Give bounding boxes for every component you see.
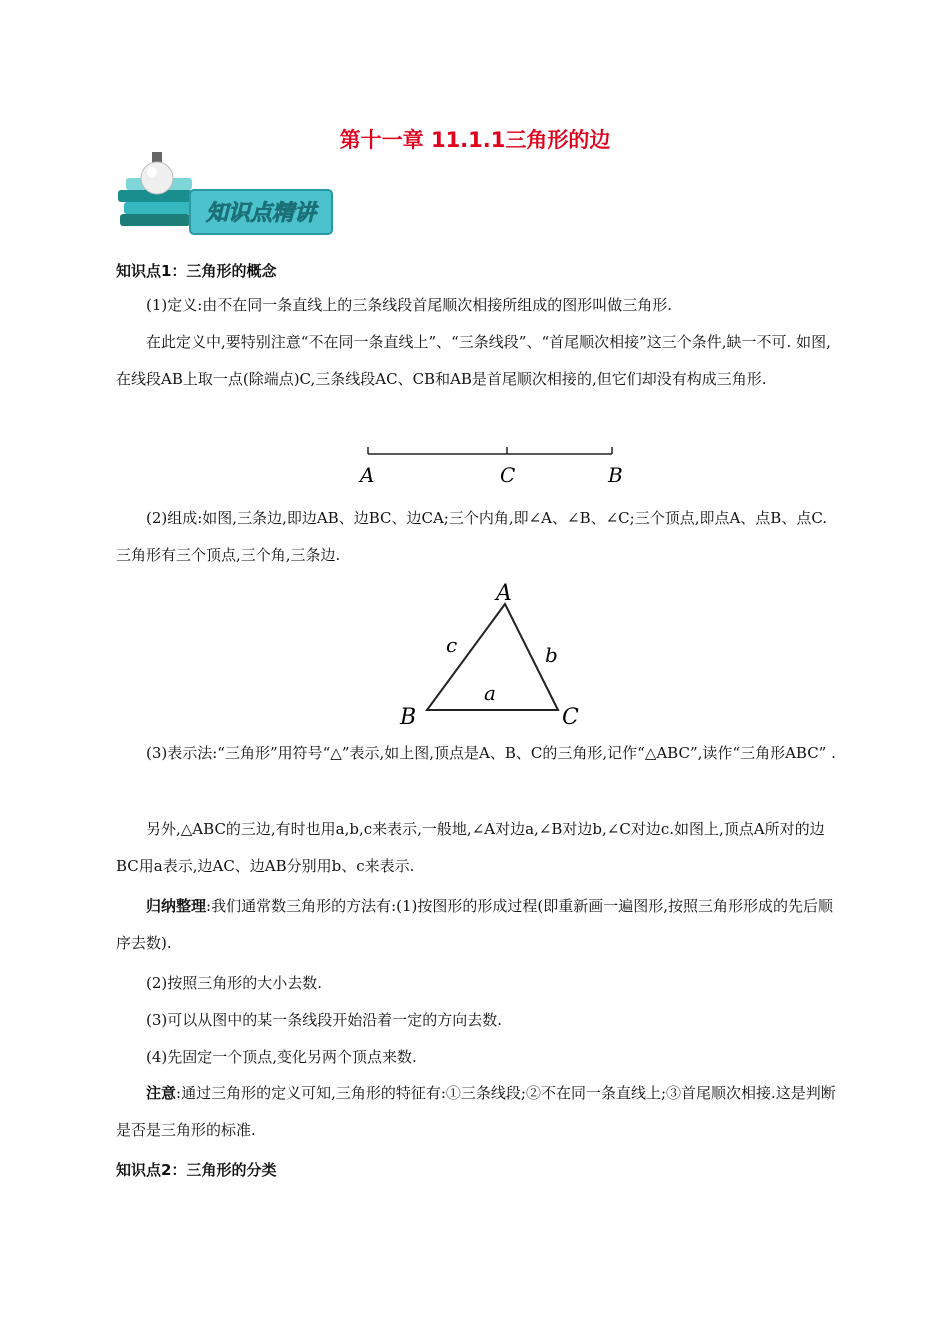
vertex-b-label: B [400, 705, 417, 730]
notation-paragraph: (3)表示法:“三角形”用符号“△”表示,如上图,顶点是A、B、C的三角形,记作“△ABC”,读作“三角形ABC” . [146, 744, 836, 762]
knowledge-badge [116, 150, 338, 242]
badge-label: 知识点精讲 [205, 200, 317, 226]
vertex-a-label: A [496, 581, 512, 606]
heading-kp2: 知识点2：三角形的分类 [116, 1161, 277, 1179]
definition-note-paragraph: 在此定义中,要特别注意“不在同一条直线上”、“三条线段”、“首尾顺次相接”这三个条件,缺一不可. 如图,在线段AB上取一点(除端点)C,三条线段AC、CB和AB是首尾顺次相接的,但它们却没有构成三角形. [116, 333, 831, 388]
side-naming-paragraph: 另外,△ABC的三边,有时也用a,b,c来表示,一般地,∠A对边a,∠B对边b,∠C对边c.如图上,顶点A所对的边BC用a表示,边AC、边AB分别用b、c来表示. [116, 820, 825, 875]
triangle-figure [390, 578, 600, 733]
segment-label-b: B [608, 463, 623, 487]
lightbulb-icon [141, 152, 173, 194]
segment-label-a: A [360, 463, 375, 487]
definition-paragraph: (1)定义:由不在同一条直线上的三条线段首尾顺次相接所组成的图形叫做三角形. [146, 296, 673, 314]
summary-label: 归纳整理 [146, 897, 207, 915]
side-a-label: a [484, 681, 496, 705]
vertex-c-label: C [562, 705, 579, 730]
page-title: 第十一章 11.1.1三角形的边 [339, 128, 611, 152]
note-text: :通过三角形的定义可知,三角形的特征有:①三条线段;②不在同一条直线上;③首尾顺次相接.这是判断是否是三角形的标准. [116, 1084, 836, 1139]
method-3: (3)可以从图中的某一条线段开始沿着一定的方向去数. [146, 1011, 503, 1029]
segment-label-c: C [500, 463, 516, 487]
summary-text: :我们通常数三角形的方法有:(1)按图形的形成过程(即重新画一遍图形,按照三角形形成的先后顺序去数). [116, 897, 833, 952]
note-paragraph [116, 1075, 836, 1149]
segment-figure [350, 440, 640, 490]
composition-paragraph: (2)组成:如图,三条边,即边AB、边BC、边CA;三个内角,即∠A、∠B、∠C;三个顶点,即点A、点B、点C. 三角形有三个顶点,三个角,三条边. [116, 509, 828, 564]
side-b-label: b [545, 643, 558, 667]
method-4: (4)先固定一个顶点,变化另两个顶点来数. [146, 1048, 417, 1066]
note-label: 注意 [146, 1084, 177, 1102]
heading-kp1: 知识点1：三角形的概念 [116, 262, 277, 280]
side-c-label: c [446, 633, 458, 657]
method-2: (2)按照三角形的大小去数. [146, 974, 323, 992]
summary-paragraph [116, 888, 836, 962]
